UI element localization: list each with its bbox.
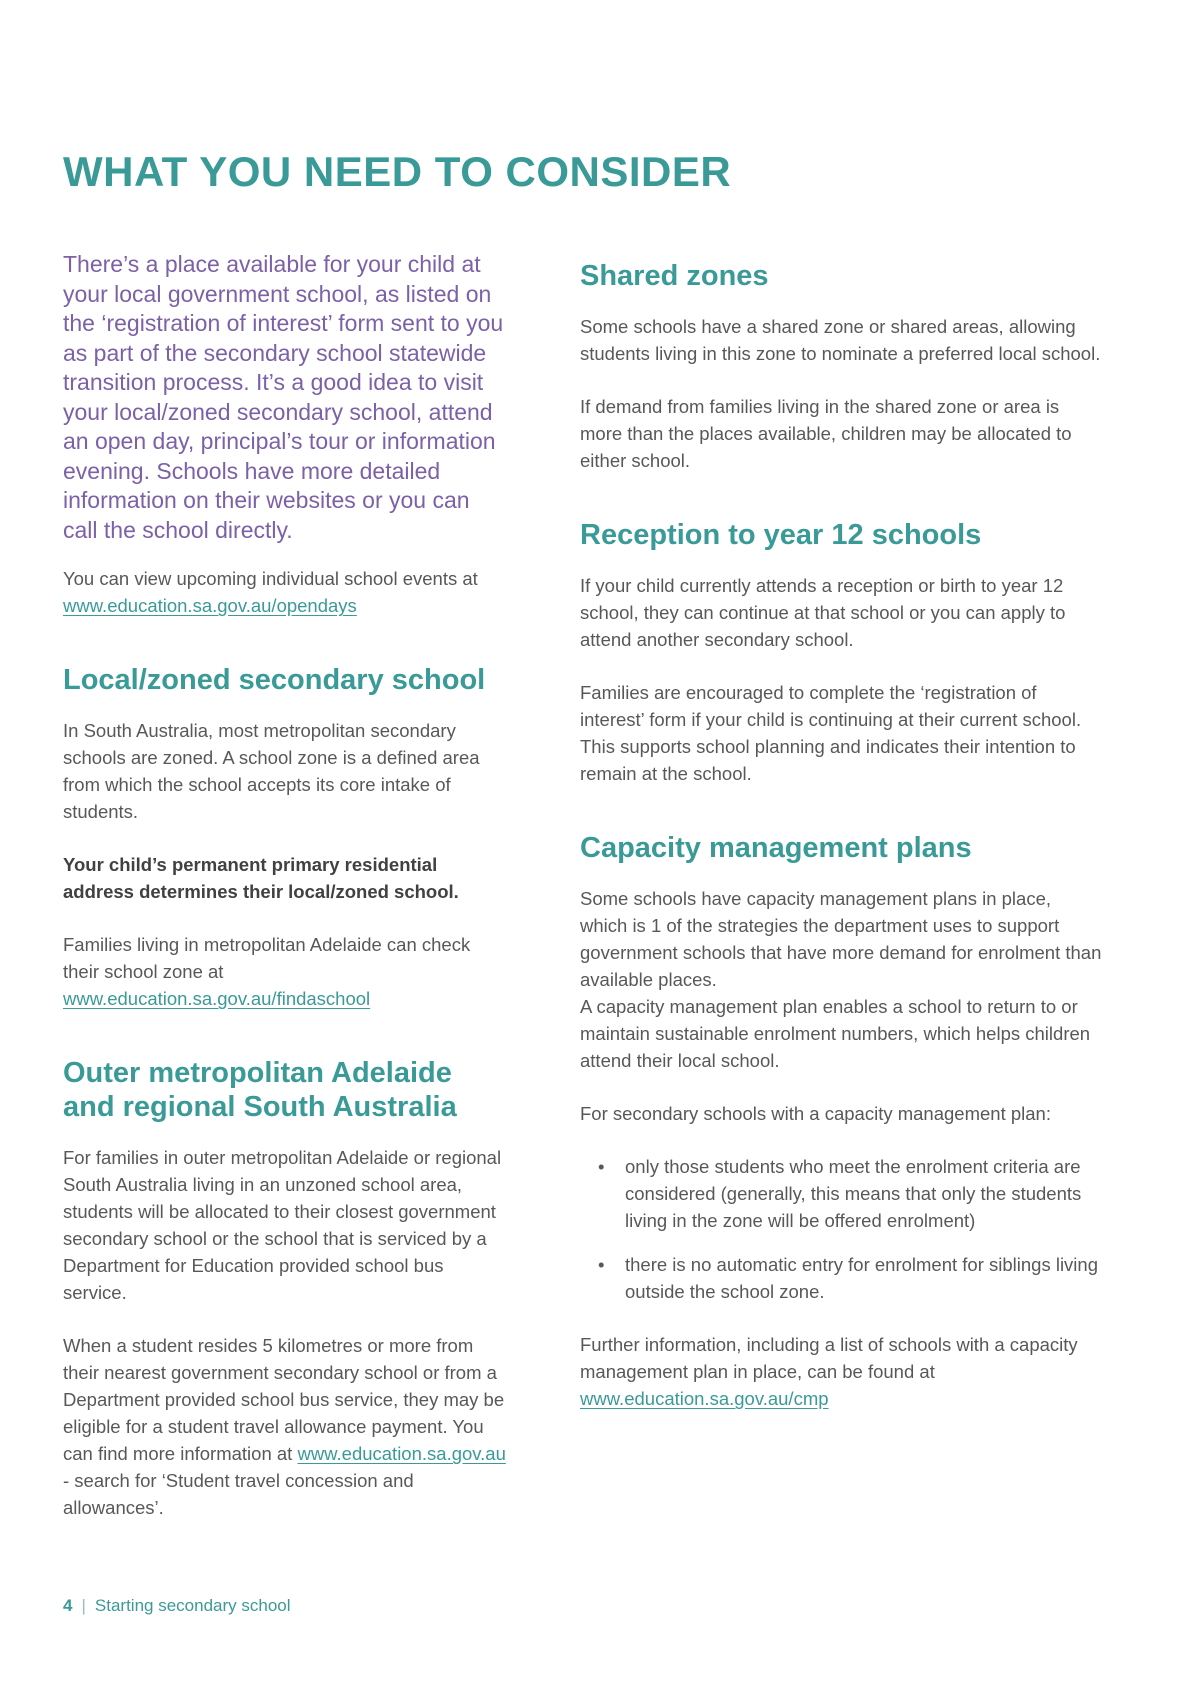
- outer-metro-paragraph-1: For families in outer metropolitan Adelaide or regional South Australia living in an unzoned school area, students will be allocated to their closest government secondary school or the school that is serviced by a Department for Education provided school bus service.: [63, 1147, 502, 1303]
- outer-metro-heading: Outer metropolitan Adelaide and regional South Australia: [63, 1057, 457, 1123]
- capacity-paragraph-2: For secondary schools with a capacity management plan:: [580, 1103, 1051, 1124]
- travel-allowance-text: When a student resides 5 kilometres or more from their nearest government secondary school or from a Department provided school bus service, they may be eligible for a student travel allowance payment. You can find more information at: [63, 1335, 505, 1464]
- events-text: You can view upcoming individual school events at: [63, 568, 478, 589]
- shared-zones-paragraph-2: If demand from families living in the shared zone or area is more than the places available, children may be allocated to either school.: [580, 396, 1072, 471]
- outer-metro-paragraph-2: [63, 1332, 510, 1521]
- cmp-text: Further information, including a list of schools with a capacity management plan in place, can be found at: [580, 1334, 1078, 1382]
- local-zoned-paragraph-2: [63, 931, 510, 1012]
- section-capacity-plans: [580, 831, 1128, 1412]
- section-outer-metro: [63, 1056, 510, 1521]
- capacity-plans-heading: Capacity management plans: [580, 832, 972, 864]
- footer-doc-title: Starting secondary school: [94, 1596, 291, 1615]
- reception-paragraph-2: Families are encouraged to complete the ‘registration of interest’ form if your child is continuing at their current school. This supports school planning and indicates their intention to remain at the school.: [580, 682, 1082, 784]
- two-column-layout: [63, 250, 1128, 1547]
- capacity-paragraph-1: [580, 885, 1128, 1074]
- section-local-zoned: [63, 663, 510, 1012]
- travel-allowance-suffix: - search for ‘Student travel concession and allowances’.: [63, 1470, 414, 1518]
- reception-year12-heading: Reception to year 12 schools: [580, 519, 982, 551]
- footer-page-number: 4: [63, 1596, 73, 1615]
- bullet-item-enrolment-criteria: • only those students who meet the enrolment criteria are considered (generally, this means that only the students living in the zone will be offered enrolment): [580, 1153, 1128, 1234]
- page-content: [63, 148, 1128, 1547]
- findaschool-text: Families living in metropolitan Adelaide can check their school zone at: [63, 934, 471, 982]
- right-column: [580, 250, 1128, 1438]
- local-zoned-heading: Local/zoned secondary school: [63, 664, 486, 696]
- cmp-link[interactable]: www.education.sa.gov.au/cmp: [580, 1388, 829, 1409]
- local-zoned-paragraph-1: In South Australia, most metropolitan secondary schools are zoned. A school zone is a defined area from which the school accepts its core intake of students.: [63, 720, 480, 822]
- capacity-paragraph-1b: A capacity management plan enables a school to return to or maintain sustainable enrolment numbers, which helps children attend their local school.: [580, 996, 1091, 1071]
- intro-paragraph: There’s a place available for your child at your local government school, as listed on the ‘registration of interest’ form sent to you as part of the secondary school statewide transition process. It’s a good idea to visit your local/zoned secondary school, attend an open day, principal’s tour or information evening. Schools have more detailed information on their websites or you can call the school directly.: [63, 251, 504, 543]
- bullet-item-siblings: • there is no automatic entry for enrolment for siblings living outside the school zone.: [580, 1251, 1128, 1305]
- left-column: [63, 250, 510, 1547]
- capacity-bullet-list: [580, 1153, 1128, 1305]
- opendays-link[interactable]: www.education.sa.gov.au/opendays: [63, 595, 357, 616]
- shared-zones-heading: Shared zones: [580, 260, 769, 292]
- shared-zones-paragraph-1: Some schools have a shared zone or shared areas, allowing students living in this zone to nominate a preferred local school.: [580, 316, 1101, 364]
- residential-address-note: Your child’s permanent primary residential address determines their local/zoned school.: [63, 854, 459, 902]
- page-footer: [63, 1596, 291, 1616]
- capacity-paragraph-3: [580, 1331, 1102, 1412]
- section-shared-zones: [580, 259, 1128, 474]
- footer-separator: |: [81, 1596, 86, 1615]
- section-reception-year12: [580, 518, 1128, 787]
- findaschool-link[interactable]: www.education.sa.gov.au/findaschool: [63, 988, 371, 1009]
- reception-paragraph-1: If your child currently attends a reception or birth to year 12 school, they can continue at that school or you can apply to attend another secondary school.: [580, 575, 1066, 650]
- page-title: WHAT YOU NEED TO CONSIDER: [63, 148, 732, 195]
- events-paragraph: [63, 565, 510, 619]
- capacity-paragraph-1a: Some schools have capacity management plans in place, which is 1 of the strategies the department uses to support government schools that have more demand for enrolment than available places.: [580, 888, 1102, 990]
- education-sa-link[interactable]: www.education.sa.gov.au: [297, 1443, 506, 1464]
